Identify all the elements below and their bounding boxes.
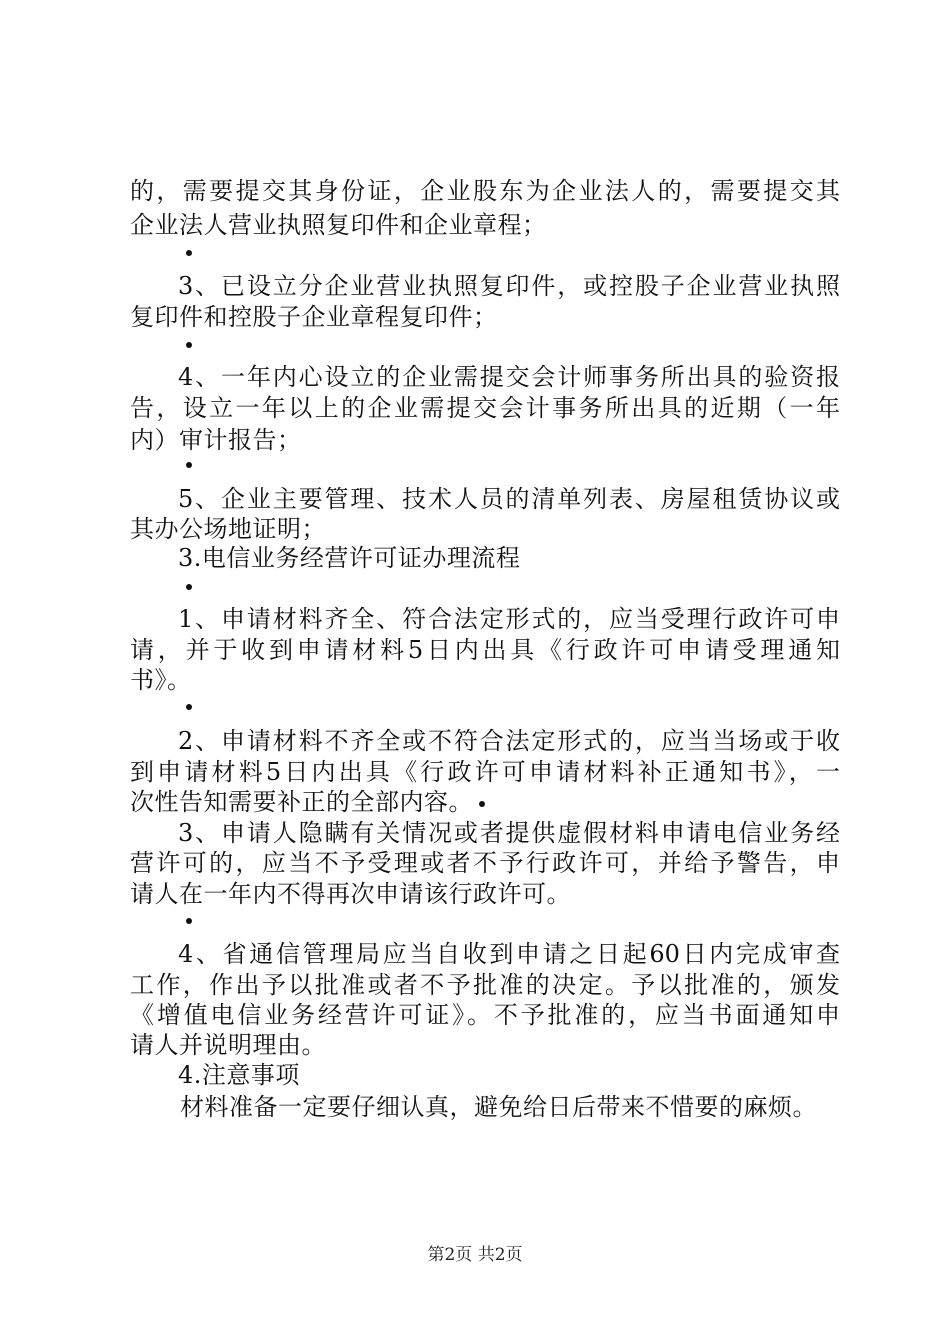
paragraph-line: 请，并于收到申请材料5日内出具《行政许可申请受理通知 [130, 636, 840, 664]
paragraph-line: 内）审计报告； [130, 426, 302, 454]
paragraph-line: 工作，作出予以批准或者不予批准的决定。予以批准的，颁发 [130, 971, 840, 999]
paragraph-line: 3、申请人隐瞒有关情况或者提供虚假材料申请电信业务经 [178, 819, 840, 847]
paragraph-line: 到申请材料5日内出具《行政许可申请材料补正通知书》，一 [130, 758, 840, 786]
bullet-dot [186, 342, 196, 352]
section-heading: 3.电信业务经营许可证办理流程 [178, 544, 521, 572]
page-number-footer: 第2页 共2页 [427, 1245, 523, 1265]
bullet-dot [186, 918, 196, 928]
paragraph-line: 2、申请材料不齐全或不符合法定形式的，应当当场或于收 [178, 727, 840, 755]
paragraph-line: 书》。 [130, 666, 192, 694]
paragraph-line: 其办公场地证明； [130, 515, 326, 543]
bullet-dot [186, 584, 196, 594]
bullet-dot [186, 462, 196, 472]
paragraph-line: 4、省通信管理局应当自收到申请之日起60日内完成审查 [178, 940, 840, 968]
paragraph-line: 营许可的，应当不予受理或者不予行政许可，并给予警告，申 [130, 849, 840, 877]
paragraph-line [130, 787, 840, 817]
paragraph-line-text: 次性告知需要补正的全部内容。 [130, 788, 473, 816]
paragraph-line: 1、申请材料齐全、符合法定形式的，应当受理行政许可申 [178, 605, 840, 633]
bullet-dot [479, 801, 485, 807]
paragraph-line: 材料准备一定要仔细认真，避免给日后带来不惜要的麻烦。 [180, 1093, 817, 1121]
bullet-dot [186, 250, 196, 260]
bullet-dot [186, 704, 196, 714]
section-heading: 4.注意事项 [178, 1061, 300, 1089]
paragraph-line: 告，设立一年以上的企业需提交会计事务所出具的近期（一年 [130, 394, 840, 422]
paragraph-line: 《增值电信业务经营许可证》。不予批准的，应当书面通知申 [130, 1001, 840, 1029]
paragraph-line: 请人并说明理由。 [130, 1031, 326, 1059]
paragraph-line: 请人在一年内不得再次申请该行政许可。 [130, 880, 571, 908]
paragraph-line: 4、一年内心设立的企业需提交会计师事务所出具的验资报 [178, 363, 840, 391]
paragraph-line: 的，需要提交其身份证，企业股东为企业法人的，需要提交其 [130, 177, 840, 205]
paragraph-line: 5、企业主要管理、技术人员的清单列表、房屋租赁协议或 [178, 485, 840, 513]
paragraph-line: 企业法人营业执照复印件和企业章程； [130, 211, 547, 239]
paragraph-line: 3、已设立分企业营业执照复印件，或控股子企业营业执照 [178, 272, 840, 300]
paragraph-line: 复印件和控股子企业章程复印件； [130, 303, 498, 331]
